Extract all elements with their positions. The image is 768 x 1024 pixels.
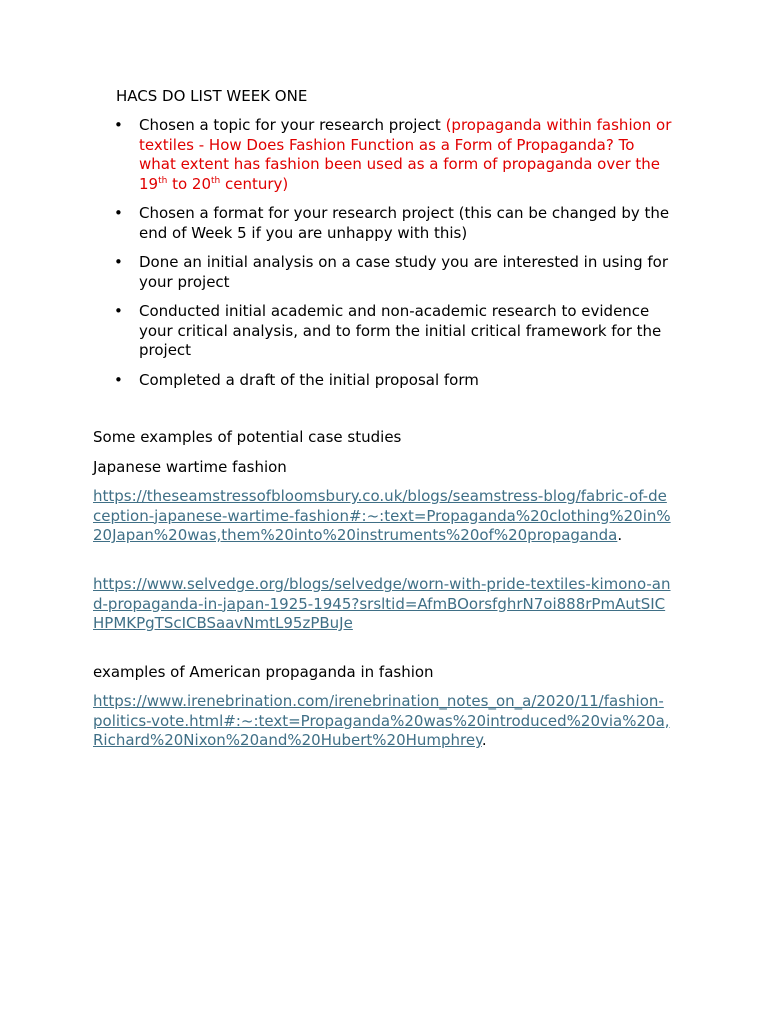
todo-item-text: Conducted initial academic and non-academic research to evidence your critical analysis, and to form the initial critical framework for the project bbox=[139, 302, 662, 359]
case-studies-intro: Some examples of potential case studies bbox=[93, 428, 402, 446]
link3-period: . bbox=[481, 731, 487, 749]
topic-highlight-part: (propaganda within fashion or textiles - How Does Fashion Function as a Form of Propaganda? To what extent has fashion been used as a form of propaganda over the 19 bbox=[139, 116, 672, 193]
topic-highlight-part: to 20 bbox=[167, 174, 212, 193]
todo-item-text: Completed a draft of the initial proposal form bbox=[139, 370, 479, 389]
todo-item-proposal bbox=[114, 371, 674, 391]
link2-paragraph bbox=[93, 575, 673, 634]
seamstress-link[interactable]: https://theseamstressofbloomsbury.co.uk/blogs/seamstress-blog/fabric-of-deception-japanese-wartime-fashion#:~:text=Propaganda%20clothing%20in%20Japan%20was,them%20into%20instruments%20of%20propaganda bbox=[93, 487, 671, 544]
todo-item-analysis bbox=[114, 253, 674, 292]
bullet-icon: • bbox=[114, 253, 123, 271]
todo-list bbox=[114, 116, 674, 400]
todo-item-text: Done an initial analysis on a case study you are interested in using for your project bbox=[139, 253, 669, 291]
todo-item-research bbox=[114, 302, 674, 361]
bullet-icon: • bbox=[114, 370, 123, 389]
american-fashion-heading: examples of American propaganda in fashion bbox=[93, 663, 434, 681]
link1-paragraph bbox=[93, 487, 673, 546]
bullet-icon: • bbox=[114, 302, 123, 320]
bullet-icon: • bbox=[114, 204, 123, 222]
topic-highlight-part: century) bbox=[220, 174, 289, 193]
bullet-icon: • bbox=[114, 116, 123, 134]
page-title: HACS DO LIST WEEK ONE bbox=[116, 87, 308, 105]
todo-item-format bbox=[114, 204, 674, 243]
ordinal-suffix: th bbox=[158, 175, 168, 186]
selvedge-link[interactable]: https://www.selvedge.org/blogs/selvedge/worn-with-pride-textiles-kimono-and-propaganda-in-japan-1925-1945?srsltid=AfmBOorsfghrN7oi888rPmAutSICHPMKPgTScICBSaavNmtL95zPBuJe bbox=[93, 575, 671, 632]
todo-item-text: Chosen a topic for your research project bbox=[139, 116, 446, 134]
todo-item-topic bbox=[114, 116, 674, 194]
todo-item-text: Chosen a format for your research project (this can be changed by the end of Week 5 if you are unhappy with this) bbox=[139, 204, 670, 242]
link3-paragraph bbox=[93, 692, 673, 751]
ordinal-suffix: th bbox=[211, 175, 221, 186]
japanese-fashion-heading: Japanese wartime fashion bbox=[93, 458, 287, 476]
irenebrination-link[interactable]: https://www.irenebrination.com/irenebrination_notes_on_a/2020/11/fashion-politics-vote.html#:~:text=Propaganda%20was%20introduced%20via%20a,Richard%20Nixon%20and%20Hubert%20Humphrey bbox=[93, 692, 670, 749]
link1-period: . bbox=[617, 526, 623, 544]
